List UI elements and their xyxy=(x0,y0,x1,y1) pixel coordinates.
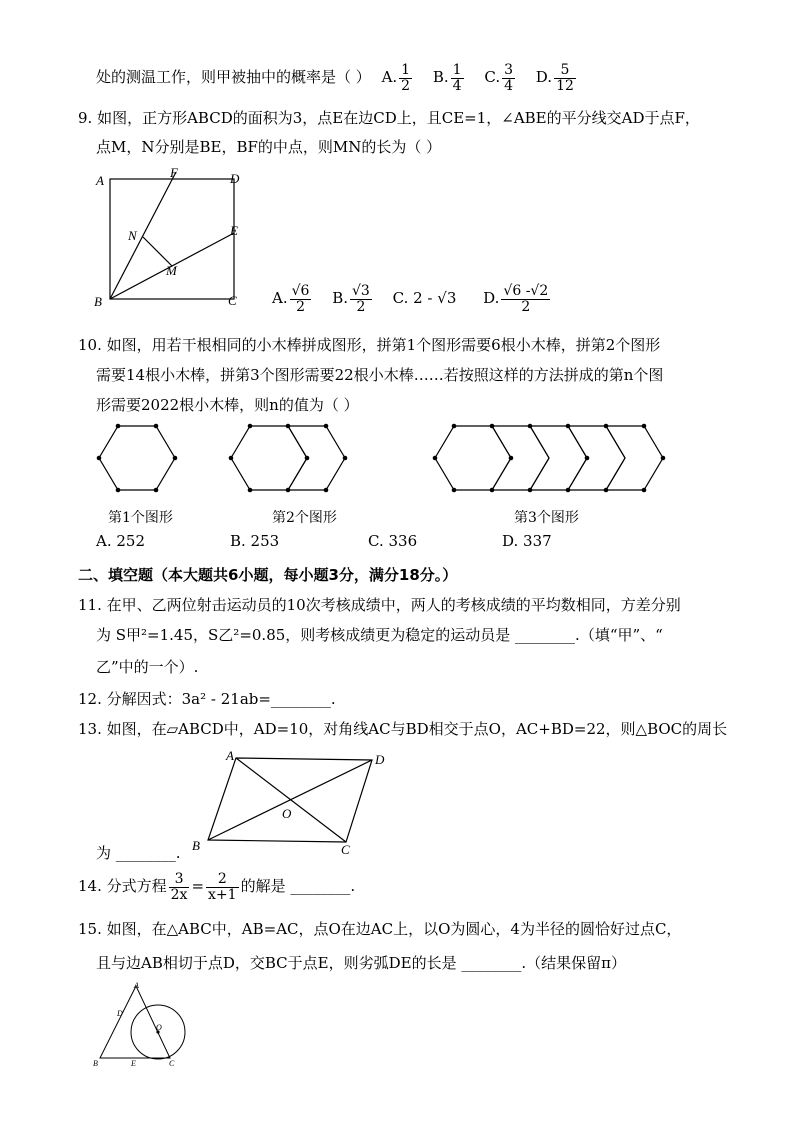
label-o: O xyxy=(156,1023,162,1032)
q10-stick-figures xyxy=(90,418,680,500)
q9-line1: 9. 如图，正方形ABCD的面积为3，点E在边CD上，且CE=1，∠ABE的平分线交AD于点F， xyxy=(78,109,700,127)
segment-mn xyxy=(143,237,172,266)
q10-line2: 需要14根小木棒，拼第3个图形需要22根小木棒……若按照这样的方法拼成的第n个图 xyxy=(96,366,664,384)
figure3-hex-4 xyxy=(568,426,625,490)
label-e: E xyxy=(230,223,238,238)
q9-options xyxy=(272,284,552,314)
q10-line1: 10. 如图，用若干根相同的小木棒拼成图形，拼第1个图形需要6根小木棒，拼第2个图形 xyxy=(78,336,661,354)
q9-option-d: D. $\frac{√6 -√2}{2}$ xyxy=(483,283,549,315)
q11-line3: 乙”中的一个）. xyxy=(96,658,199,676)
q10-caption-2: 第2个图形 xyxy=(272,510,337,526)
figure3-hex-2 xyxy=(492,426,549,490)
q11-line1: 11. 在甲、乙两位射击运动员的10次考核成绩中，两人的考核成绩的平均数相同，方差分别 xyxy=(78,596,681,614)
q8-text: 处的测温工作，则甲被抽中的概率是（ ） xyxy=(96,68,371,87)
label-d: D xyxy=(230,171,240,186)
q8-option-d: D. $\frac{5}{12}$ xyxy=(535,62,574,94)
q12-line: 12. 分解因式：3a² - 21ab=________. xyxy=(78,690,336,708)
figure2-hex-right xyxy=(288,426,345,490)
q8-option-c: C. $\frac{3}{4}$ xyxy=(484,62,514,94)
q10-option-c: C. 336 xyxy=(368,532,418,550)
q8-line xyxy=(96,63,578,93)
label-c: C xyxy=(169,1059,175,1068)
q9-option-c: C. 2 - √3 xyxy=(392,289,457,308)
hexagon-1 xyxy=(99,426,175,490)
segment-bf xyxy=(110,172,176,299)
label-a: A xyxy=(96,173,104,188)
q10-line3: 形需要2022根小木棒，则n的值为（ ） xyxy=(96,396,359,414)
q10-caption-3: 第3个图形 xyxy=(514,510,579,526)
label-d: D xyxy=(375,752,385,767)
figure3-hex-3 xyxy=(530,426,587,490)
q10-option-b: B. 253 xyxy=(230,532,280,550)
figure2-hex-left xyxy=(231,426,307,490)
q9-option-b: B. $\frac{√3}{2}$ xyxy=(332,283,370,315)
q10-option-a: A. 252 xyxy=(96,532,145,550)
q8-option-a: A. $\frac{1}{2}$ xyxy=(381,62,411,94)
figure3-hex-1 xyxy=(435,426,511,490)
label-n: N xyxy=(128,228,137,243)
label-f: F xyxy=(170,165,178,180)
q10-caption-1: 第1个图形 xyxy=(108,510,173,526)
q15-line2: 且与边AB相切于点D，交BC于点E，则劣弧DE的长是 ________.（结果保留π） xyxy=(96,954,626,972)
q13-line2: 为 ________. xyxy=(96,844,181,862)
label-b: B xyxy=(192,838,200,853)
q14-line: 14. 分式方程 $\frac{3}{2x}$ = $\frac{2}{x+1}$ 的解是 ________. xyxy=(78,871,356,903)
label-c: C xyxy=(341,842,350,857)
q10-option-d: D. 337 xyxy=(502,532,552,550)
label-o: O xyxy=(282,806,292,821)
q11-line2: 为 S甲²=1.45，S乙²=0.85，则考核成绩更为稳定的运动员是 ________.（填“甲”、“ xyxy=(96,626,663,644)
label-m: M xyxy=(166,263,177,278)
q15-line1: 15. 如图，在△ABC中，AB=AC，点O在边AC上，以O为圆心，4为半径的圆恰好过点C， xyxy=(78,920,682,938)
label-a: A xyxy=(134,981,139,990)
label-b: B xyxy=(94,294,102,309)
q8-option-b: B. $\frac{1}{4}$ xyxy=(432,62,462,94)
figure3-hex-5 xyxy=(606,426,663,490)
q13-line1: 13. 如图，在▱ABCD中，AD=10，对角线AC与BD相交于点O，AC+BD=22，则△BOC的周长 xyxy=(78,720,728,738)
triangle-abc xyxy=(100,986,170,1058)
label-c: C xyxy=(228,293,237,308)
q13-parallelogram-figure xyxy=(188,746,398,858)
q9-option-a: A. $\frac{√6}{2}$ xyxy=(272,283,310,315)
q9-line2: 点M，N分别是BE，BF的中点，则MN的长为（ ） xyxy=(96,138,442,156)
q15-circle-figure xyxy=(90,980,200,1070)
label-e: E xyxy=(131,1059,136,1068)
label-a: A xyxy=(226,748,234,763)
diagonal-bd xyxy=(208,760,372,840)
label-b: B xyxy=(93,1059,98,1068)
section-title: 二、填空题（本大题共6小题，每小题3分，满分18分。） xyxy=(78,566,458,584)
label-d: D xyxy=(117,1009,123,1018)
q9-square-figure xyxy=(90,165,250,310)
